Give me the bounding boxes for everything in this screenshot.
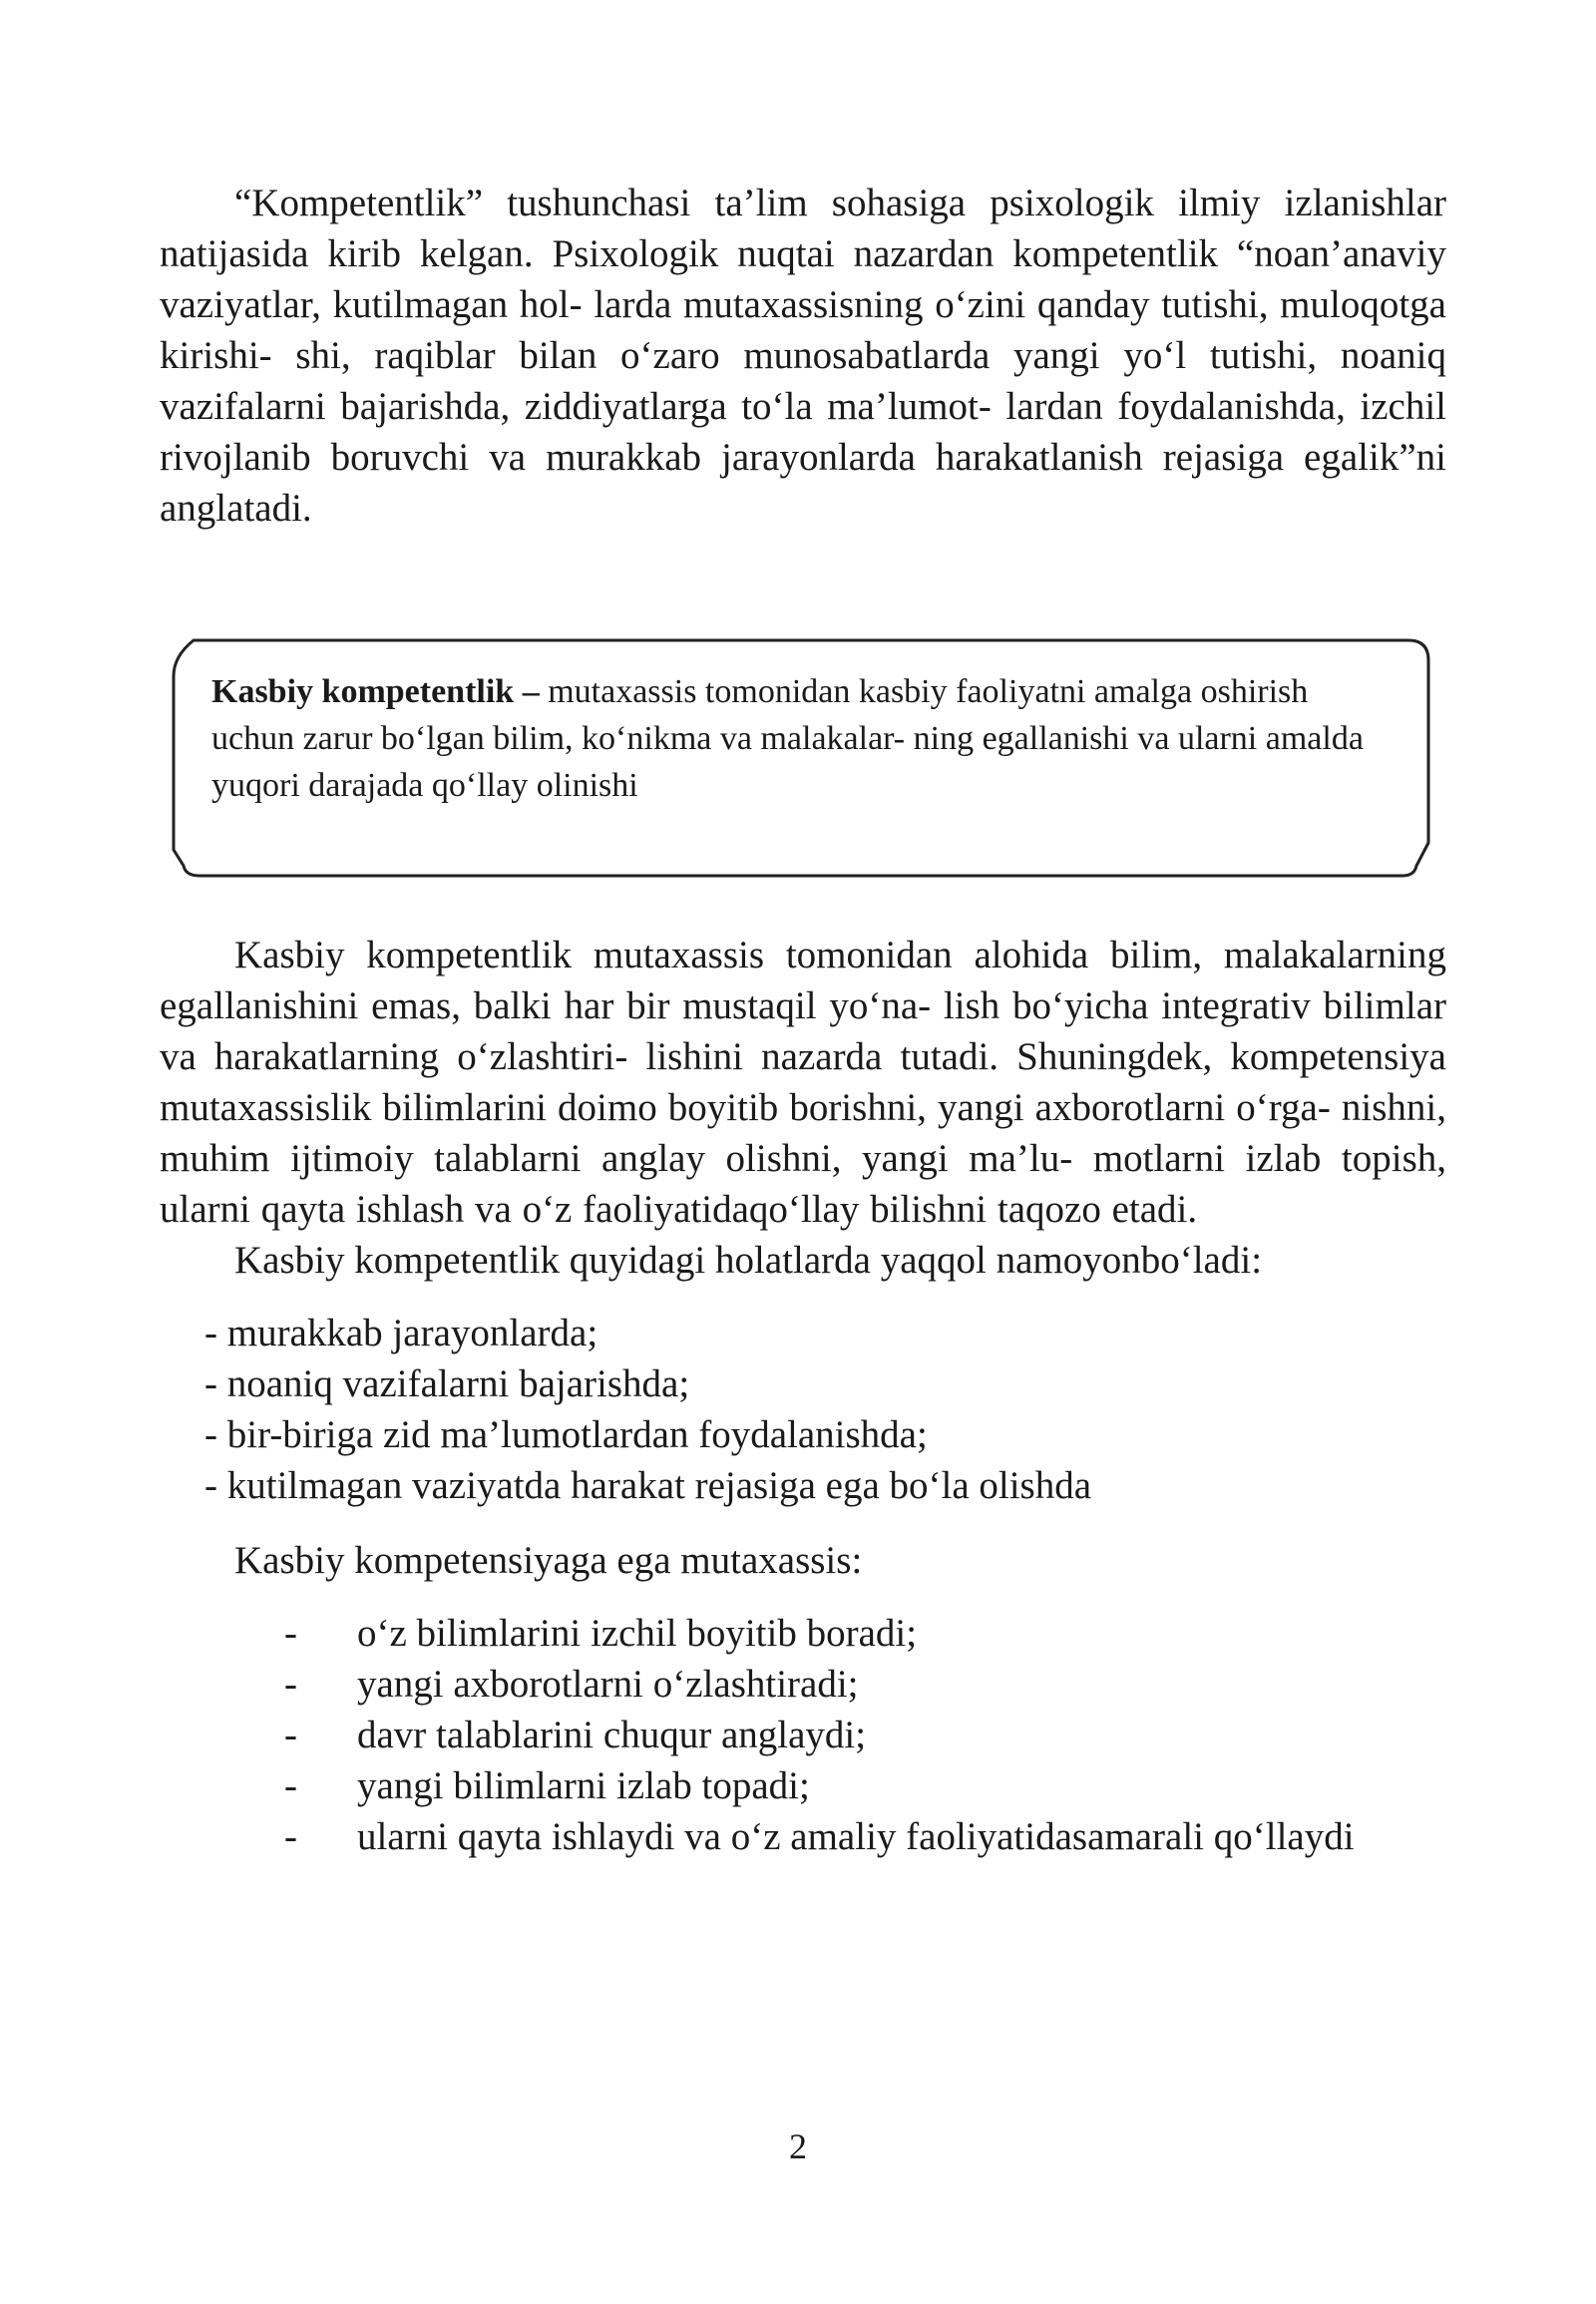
definition-term: Kasbiy kompetentlik — [211, 673, 515, 710]
definition-body: mutaxassis tomonidan kasbiy faoliyatni amalga oshirish uchun zarur bo‘lgan bilim, ko‘nikma va malakalar- ning egallanishi va ularni amalda yuqori darajada qo‘llay olinishi — [211, 673, 1364, 804]
list-item — [284, 1608, 1411, 1659]
list-item — [284, 1710, 1411, 1760]
list-item — [284, 1659, 1411, 1710]
list-item: - noaniq vazifalarni bajarishda; — [204, 1362, 690, 1405]
list-item-text: yangi axborotlarni o‘zlashtiradi; — [357, 1663, 859, 1706]
list-dash: - — [284, 1764, 297, 1807]
page-body — [160, 178, 1446, 534]
second-paragraph: Kasbiy kompetentlik mutaxassis tomonidan alohida bilim, malakalarning egallanishini emas, balki har bir mustaqil yo‘na- lish bo‘yicha integrativ bilimlar va harakatlarning o‘zlashtiri- lishini nazarda tutadi. Shuningdek, kompetensiya mutaxassislik bilimlarini doimo boyitib borishni, yangi axborotlarni o‘rga- nishni, muhim ijtimoiy talablarni anglay olishni, yangi ma’lu- motlarni izlab topish, ularni qayta ishlash va o‘z faoliyatidaqo‘llay bilishni taqozo etadi. — [160, 934, 1446, 1231]
situations-intro: Kasbiy kompetentlik quyidagi holatlarda yaqqol namoyonbo‘ladi: — [234, 1239, 1263, 1282]
list-item-text: o‘z bilimlarini izchil boyitib boradi; — [357, 1612, 918, 1655]
list-item — [284, 1811, 1411, 1862]
list-dash: - — [284, 1612, 297, 1655]
list-dash: - — [284, 1714, 297, 1756]
definition-callout — [172, 638, 1430, 878]
list-item-text: ularni qayta ishlaydi va o‘z amaliy faoliyatidasamarali qo‘llaydi — [357, 1815, 1355, 1858]
page-body-lower — [160, 930, 1446, 1862]
list-dash: - — [284, 1663, 297, 1706]
list-item-text: yangi bilimlarni izlab topadi; — [357, 1764, 810, 1807]
list-item: - kutilmagan vaziyatda harakat rejasiga ega bo‘la olishda — [204, 1464, 1092, 1507]
definition-text — [211, 668, 1389, 809]
specialist-traits-list — [160, 1608, 1411, 1862]
list-dash: - — [284, 1815, 297, 1858]
definition-separator: – — [514, 673, 549, 710]
specialist-intro: Kasbiy kompetensiyaga ega mutaxassis: — [234, 1539, 863, 1582]
situations-list — [160, 1308, 1446, 1511]
list-item-text: davr talablarini chuqur anglaydi; — [357, 1714, 867, 1756]
intro-paragraph: “Kompetentlik” tushunchasi ta’lim sohasiga psixologik ilmiy izlanishlar natijasida kirib kelgan. Psixologik nuqtai nazardan kompetentlik “noan’anaviy vaziyatlar, kutilmagan hol- larda mutaxassisning o‘zini qanday tutishi, muloqotga kirishi- shi, raqiblar bilan o‘zaro munosabatlarda yangi yo‘l tutishi, noaniq vazifalarni bajarishda, ziddiyatlarga to‘la ma’lumot- lardan foydalanishda, izchil rivojlanib boruvchi va murakkab jarayonlarda harakatlanish rejasiga egalik”ni anglatadi. — [160, 182, 1446, 530]
list-item: - bir-biriga zid ma’lumotlardan foydalanishda; — [204, 1413, 928, 1456]
list-item: - murakkab jarayonlarda; — [204, 1312, 598, 1354]
page-number: 2 — [789, 2126, 807, 2166]
list-item — [284, 1760, 1411, 1811]
